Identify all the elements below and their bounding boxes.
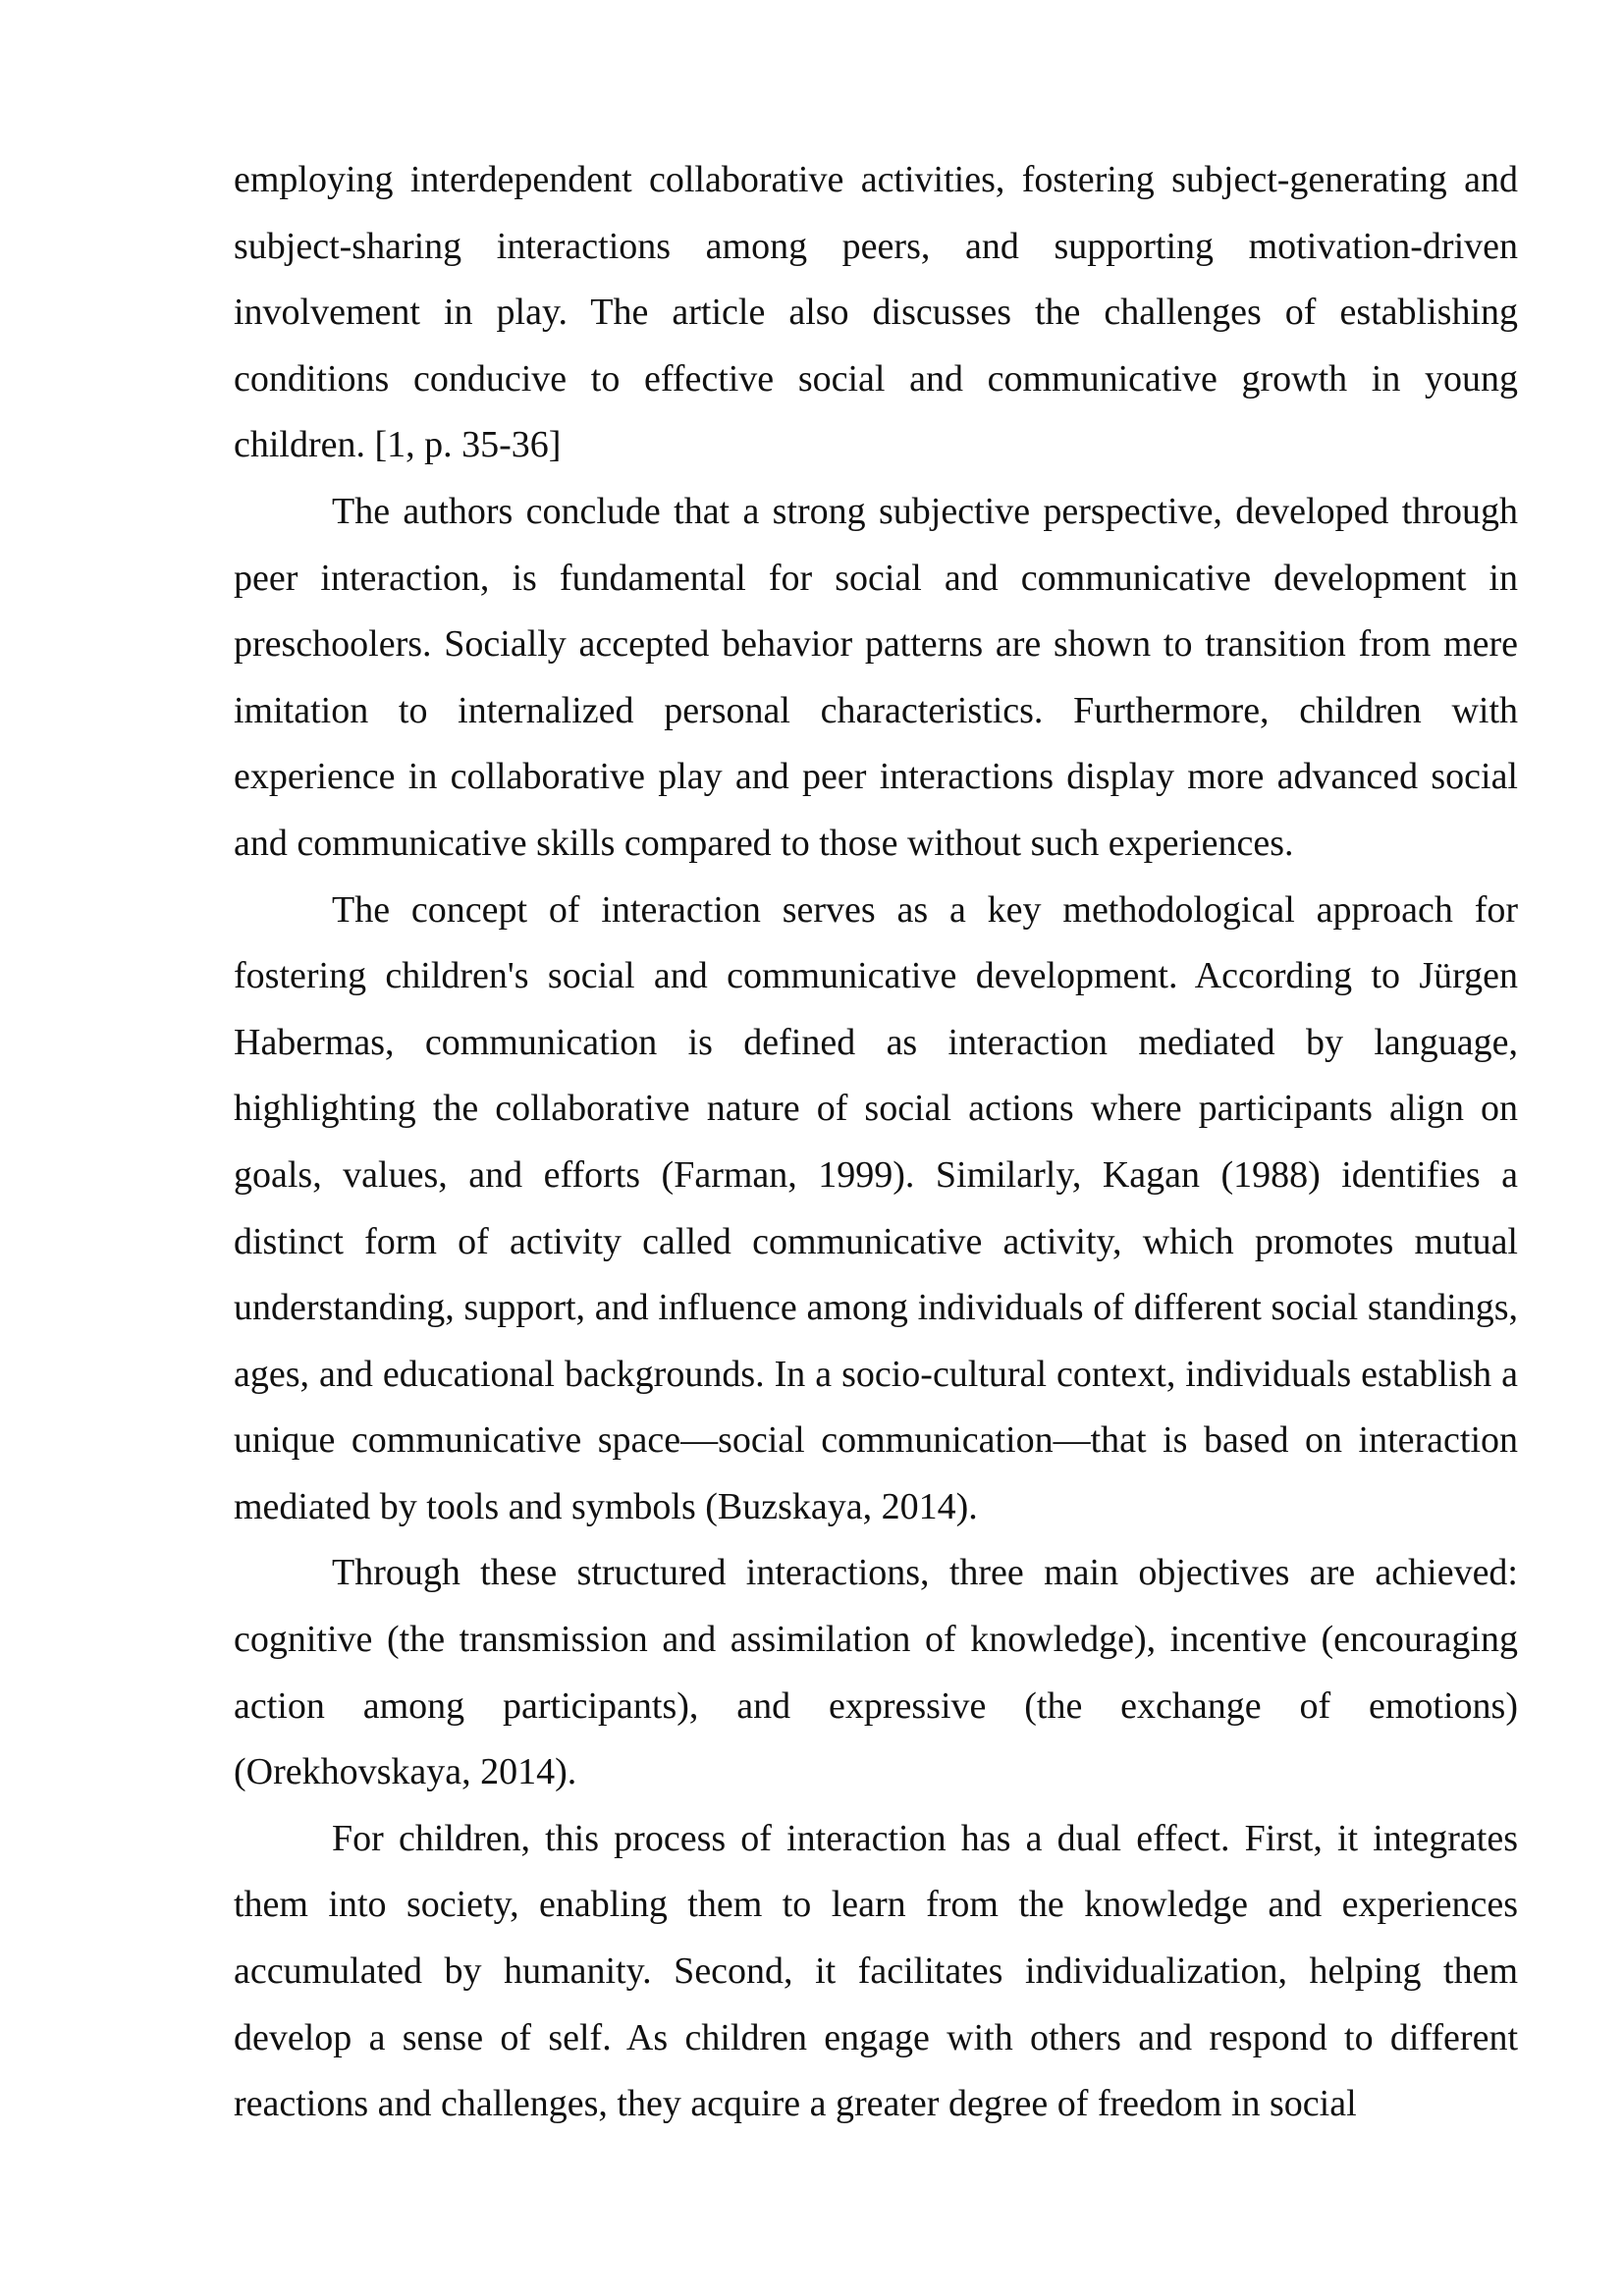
paragraph-continuation: employing interdependent collaborative activities, fostering subject-generating and subject-sharing interactions among peers, and supporting motivation-driven involvement in play. The article also discusses the challenges of establishing conditions conducive to effective social and communicative growth in young children. [1, p. 35-36] (234, 159, 1518, 466)
document-body (234, 147, 1518, 2138)
paragraph-dual-effect: For children, this process of interaction has a dual effect. First, it integrates them into society, enabling them to learn from the knowledge and experiences accumulated by humanity. Second, it facilitates individualization, helping them develop a sense of self. As children engage with others and respond to different reactions and challenges, they acquire a greater degree of freedom in social (234, 1817, 1518, 2125)
paragraph-main-objectives: Through these structured interactions, three main objectives are achieved: cognitive (the transmission and assimilation of knowledge), incentive (encouraging action among participants), and expressive (the exchange of emotions) (Orekhovskaya, 2014). (234, 1552, 1518, 1793)
paragraph-concept-of-interaction: The concept of interaction serves as a key methodological approach for fostering children's social and communicative development. According to Jürgen Habermas, communication is defined as interaction mediated by language, highlighting the collaborative nature of social actions where participants align on goals, values, and efforts (Farman, 1999). Similarly, Kagan (1988) identifies a distinct form of activity called communicative activity, which promotes mutual understanding, support, and influence among individuals of different social standings, ages, and educational backgrounds. In a socio-cultural context, individuals establish a unique communicative space—social communication—that is based on interaction mediated by tools and symbols (Buzskaya, 2014). (234, 888, 1518, 1527)
paragraph-authors-conclusion: The authors conclude that a strong subjective perspective, developed through peer interaction, is fundamental for social and communicative development in preschoolers. Socially accepted behavior patterns are shown to transition from mere imitation to internalized personal characteristics. Furthermore, children with experience in collaborative play and peer interactions display more advanced social and communicative skills compared to those without such experiences. (234, 490, 1518, 864)
